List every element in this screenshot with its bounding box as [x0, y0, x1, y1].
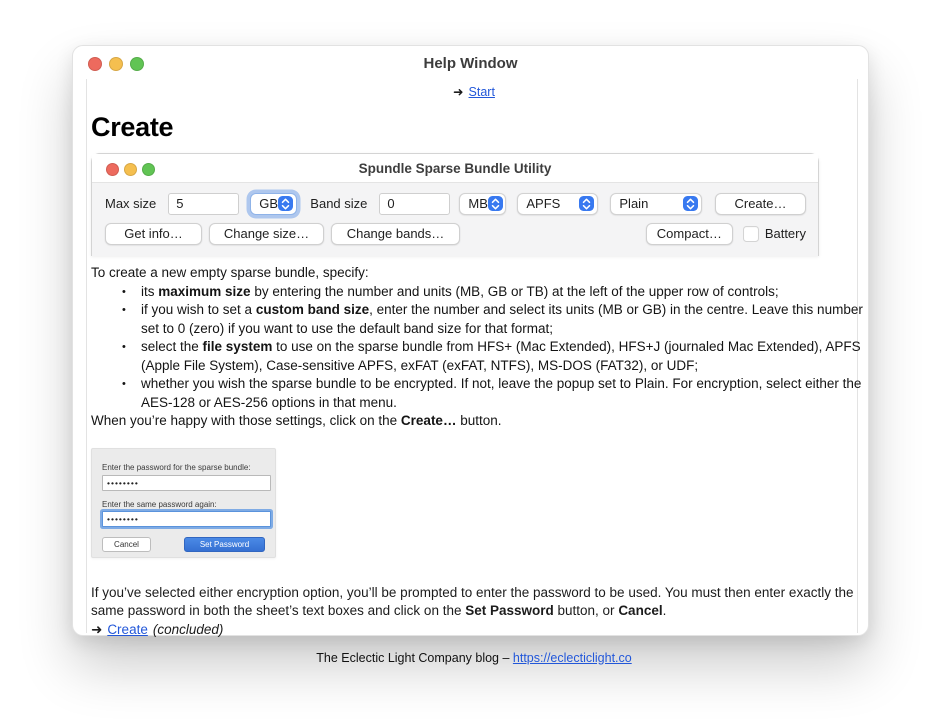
spundle-window-screenshot	[91, 153, 819, 256]
start-nav	[91, 79, 857, 99]
set-password-button: Set Password	[184, 537, 265, 552]
help-content	[86, 79, 863, 665]
band-size-label: Band size	[310, 196, 368, 211]
stepper-icon	[579, 196, 594, 211]
get-info-button: Get info…	[105, 223, 202, 245]
list-item: • its maximum size by entering the number and units (MB, GB or TB) at the left of the upper row of controls;	[91, 283, 863, 302]
blog-link[interactable]: https://eclecticlight.co	[512, 650, 632, 665]
create-nav	[91, 622, 857, 638]
stepper-icon	[278, 196, 293, 211]
password-prompt-label: Enter the password for the sparse bundle:	[102, 462, 251, 472]
password-dialog-screenshot	[91, 448, 276, 558]
password-confirm-label: Enter the same password again:	[102, 499, 217, 509]
window-title: Help Window	[423, 55, 518, 72]
when-happy-line: When you’re happy with those settings, click on the Create… button.	[91, 413, 502, 428]
spundle-row-1	[105, 192, 806, 215]
bullet-icon: •	[122, 285, 126, 298]
list-item: • if you wish to set a custom band size, enter the number and select its units (MB or GB) in the centre. Leave this number set to 0 (zero) if you want to use the default band size for that format;	[122, 302, 863, 336]
encryption-popup: Plain	[610, 193, 702, 215]
list-item: • select the file system to use on the sparse bundle from HFS+ (Mac Extended), HFS+J (journaled Mac Extended), APFS (Apple File System), Case-sensitive APFS, exFAT (exFAT, NTFS), MS-DOS (FAT32), or UDF;	[122, 339, 861, 373]
arrow-right-icon: ➜	[453, 85, 464, 99]
spundle-row-2	[105, 222, 806, 245]
help-window	[72, 45, 869, 665]
battery-label: Battery	[764, 226, 806, 241]
max-size-field: 5	[168, 193, 239, 215]
max-size-label: Max size	[105, 196, 157, 211]
stepper-icon	[683, 196, 698, 211]
cancel-button: Cancel	[102, 537, 151, 552]
arrow-right-icon: ➜	[91, 621, 103, 637]
password-confirm-field: ••••••••	[102, 511, 271, 527]
band-size-unit-popup: MB	[459, 193, 506, 215]
change-size-button: Change size…	[209, 223, 324, 245]
create-concluded-link[interactable]: Create	[107, 621, 148, 637]
body-text	[91, 264, 863, 431]
list-item: • whether you wish the sparse bundle to be encrypted. If not, leave the popup set to Plain. For encryption, select either the AES-128 or AES-256 options in that menu.	[122, 376, 862, 410]
max-size-unit-popup: GB	[250, 193, 297, 215]
footer	[91, 651, 857, 665]
spundle-controls	[92, 183, 818, 256]
band-size-field: 0	[379, 193, 450, 215]
stepper-icon	[488, 196, 503, 211]
concluded-note: (concluded)	[152, 621, 224, 637]
bullet-icon: •	[122, 378, 126, 390]
spundle-titlebar	[92, 154, 818, 183]
closing-paragraph: If you’ve selected either encryption option, you’ll be prompted to enter the password to be used. You must then enter exactly the same password in both the sheet’s text boxes and click on the Set Password button, or Cancel.	[91, 584, 854, 618]
footer-text: The Eclectic Light Company blog –	[316, 650, 513, 665]
password-field: ••••••••	[102, 475, 271, 491]
battery-checkbox	[743, 226, 759, 242]
help-window-titlebar	[73, 46, 868, 79]
compact-button: Compact…	[646, 223, 733, 245]
spundle-window-title: Spundle Sparse Bundle Utility	[358, 161, 552, 176]
start-link[interactable]: Start	[468, 85, 495, 99]
intro-line: To create a new empty sparse bundle, specify:	[91, 265, 369, 280]
file-system-popup: APFS	[517, 193, 598, 215]
change-bands-button: Change bands…	[331, 223, 460, 245]
create-button: Create…	[715, 193, 806, 215]
page-title: Create	[91, 112, 174, 142]
bullet-icon: •	[122, 341, 126, 353]
bullet-icon: •	[122, 304, 126, 316]
